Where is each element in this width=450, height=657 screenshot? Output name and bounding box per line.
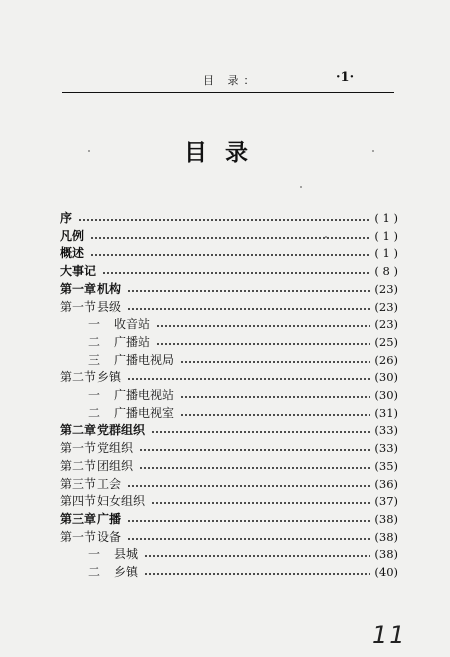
toc-entry-number: 第四节 (60, 494, 97, 509)
toc-entry-name: 乡镇 (114, 565, 139, 579)
toc-entry-page: ( 1 ) (374, 228, 398, 243)
toc-entry (60, 528, 398, 545)
dot-leader (127, 537, 370, 541)
dot-leader (180, 360, 370, 364)
toc-entry-page: (23) (374, 281, 398, 296)
dot-leader (90, 253, 370, 257)
toc-entry (60, 457, 398, 474)
toc-entry-page: (38) (374, 547, 398, 562)
toc-entry-number: 第一节 (60, 299, 97, 314)
toc-entry-label (60, 459, 133, 474)
toc-entry (60, 368, 398, 385)
toc-entry-name: 广播电视局 (114, 352, 175, 367)
toc-entry-number: 一 (87, 317, 100, 332)
dot-leader (144, 572, 370, 576)
toc-entry (60, 475, 398, 492)
toc-entry-label (60, 565, 138, 580)
dot-leader (127, 289, 370, 293)
dot-leader (156, 342, 370, 346)
toc-entry-page: (23) (374, 299, 398, 314)
toc-entry (60, 280, 398, 297)
dot-leader (144, 554, 370, 558)
dot-leader (139, 448, 370, 452)
toc-entry-label (60, 388, 174, 403)
toc-entry (60, 510, 398, 527)
dot-leader (127, 377, 370, 381)
toc-entry-name: 概述 (60, 246, 85, 261)
dot-leader (139, 466, 370, 470)
toc-entry-label (60, 211, 72, 226)
toc-entry-label (60, 512, 121, 527)
toc-entry-page: (30) (374, 388, 398, 402)
dot-leader (127, 484, 370, 488)
dot-leader (180, 395, 370, 399)
toc-entry (60, 244, 398, 261)
toc-entry-page: ( 8 ) (374, 264, 398, 279)
toc-entry-number: 二 (87, 405, 100, 420)
dot-leader (127, 519, 370, 523)
handwritten-mark: 11 (372, 621, 407, 649)
page-title: 目录 (184, 140, 266, 166)
toc-entry-page: (38) (374, 529, 398, 544)
toc-entry-number: 二 (87, 334, 100, 349)
toc-entry-number: 二 (87, 565, 100, 579)
toc-entry-label (60, 494, 145, 509)
scan-speck (372, 150, 374, 152)
toc-entry-number: 第一节 (60, 529, 97, 544)
toc-entry (60, 386, 398, 403)
toc-entry (60, 439, 398, 456)
toc-entry-name: 工会 (97, 476, 122, 491)
toc-entry-page: (33) (374, 441, 398, 456)
scan-speck (325, 236, 327, 238)
dot-leader (90, 236, 370, 240)
toc-entry-label (60, 370, 121, 385)
toc-entry-number: 第三章 (60, 511, 97, 526)
toc-entry-page: (38) (374, 511, 398, 526)
toc-entry (60, 545, 398, 562)
toc-entry-name: 团组织 (97, 458, 134, 473)
toc-entry-name: 广播电视室 (114, 405, 175, 420)
toc-entry-page: (35) (374, 458, 398, 473)
toc-entry-name: 党群组织 (97, 423, 146, 438)
toc-entry-label (60, 353, 174, 368)
running-header-page-number: ·1· (336, 70, 355, 85)
toc-entry (60, 563, 398, 580)
scan-speck (88, 150, 90, 152)
toc-entry-label (60, 477, 121, 492)
toc-entry-number: 第二节 (60, 370, 97, 385)
toc-entry-page: (40) (374, 565, 398, 579)
running-header-title: 目 录： (203, 74, 260, 87)
toc-entry-page: (26) (374, 352, 398, 367)
toc-entry-name: 县级 (97, 299, 122, 314)
dot-leader (78, 218, 370, 222)
toc-entry-name: 县城 (114, 547, 139, 562)
toc-entry-number: 第一章 (60, 281, 97, 296)
toc-entry-name: 广播站 (114, 334, 151, 349)
toc-entry-page: (23) (374, 317, 398, 332)
toc-entry-label (60, 246, 84, 261)
toc-entry-page: (36) (374, 476, 398, 491)
toc-entry-number: 三 (87, 352, 100, 367)
header-rule (62, 92, 394, 93)
toc-entry-name: 凡例 (60, 228, 85, 243)
toc-entry-page: ( 1 ) (374, 246, 398, 261)
toc-entry (60, 315, 398, 332)
toc-entry-label (60, 547, 138, 562)
toc-entry-label (60, 335, 150, 350)
toc-entry-page: (31) (374, 405, 398, 420)
toc-entry-label (60, 229, 84, 244)
toc-entry-name: 机构 (97, 281, 122, 296)
toc-entry-label (60, 317, 150, 332)
toc-entry-number: 一 (87, 388, 100, 402)
toc-entry (60, 333, 398, 350)
toc-entry-name: 大事记 (60, 264, 97, 279)
toc-entry-label (60, 423, 145, 438)
toc-entry-number: 第二节 (60, 458, 97, 473)
toc-entry-page: (37) (374, 494, 398, 509)
toc-entry (60, 404, 398, 421)
toc-entry-page: (33) (374, 423, 398, 438)
toc-entry-label (60, 264, 96, 279)
toc-entry (60, 492, 398, 509)
toc-entry-name: 广播电视站 (114, 388, 175, 402)
toc-entry-label (60, 441, 133, 456)
dot-leader (156, 324, 370, 328)
toc-entry-page: ( 1 ) (374, 211, 398, 225)
toc-entry-label (60, 282, 121, 297)
dot-leader (180, 413, 370, 417)
toc-entry-number: 一 (87, 547, 100, 562)
toc-entry-name: 乡镇 (97, 370, 122, 385)
toc-entry-name: 广播 (97, 511, 122, 526)
toc-entry-label (60, 300, 121, 315)
toc-entry (60, 298, 398, 315)
toc-entry-number: 第二章 (60, 423, 97, 438)
toc-entry-number: 第一节 (60, 441, 97, 456)
toc-entry (60, 227, 398, 244)
toc-entry (60, 421, 398, 438)
toc-entry-number: 第三节 (60, 476, 97, 491)
toc-entry-name: 设备 (97, 529, 122, 544)
toc-entry-name: 党组织 (97, 441, 134, 456)
toc-entry (60, 262, 398, 279)
toc-entry-page: (25) (374, 334, 398, 349)
toc-entry-page: (30) (374, 370, 398, 385)
scan-speck (300, 186, 302, 188)
toc-entry-name: 收音站 (114, 317, 151, 332)
dot-leader (151, 501, 370, 505)
toc-entry-label (60, 530, 121, 545)
dot-leader (127, 307, 370, 311)
toc-entry (60, 351, 398, 368)
toc-entry-label (60, 406, 174, 421)
toc-entry (60, 209, 398, 226)
toc-entry-name: 妇女组织 (97, 494, 146, 509)
dot-leader (151, 430, 370, 434)
toc-entry-name: 序 (60, 211, 73, 225)
dot-leader (102, 271, 370, 275)
